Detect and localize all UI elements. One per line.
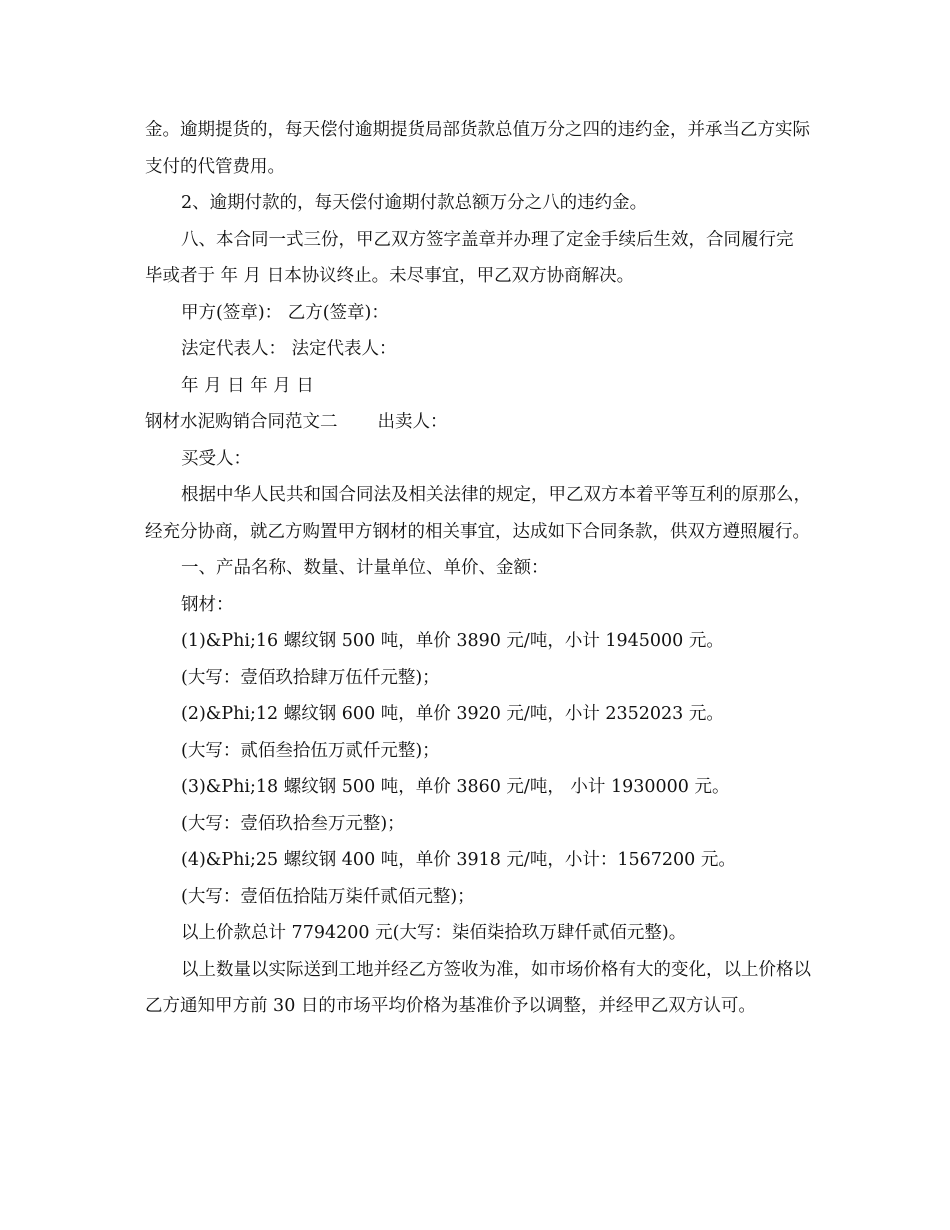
contract-title: 钢材水泥购销合同范文二 <box>145 412 338 432</box>
paragraph-penalty-payment: 2、逾期付款的，每天偿付逾期付款总额万分之八的违约金。 <box>181 193 648 213</box>
product-item-4-amount-words: (大写：壹佰伍拾陆万柒仟贰佰元整)； <box>181 886 475 907</box>
product-item-2-amount-words: (大写：贰佰叁拾伍万贰仟元整)； <box>181 740 440 761</box>
section-product-heading: 一、产品名称、数量、计量单位、单价、金额： <box>181 558 549 578</box>
product-item-3-amount-words: (大写：壹佰玖拾叁万元整)； <box>181 813 405 834</box>
document-body <box>145 112 815 1025</box>
contract-title-line <box>145 404 815 441</box>
seller-label: 出卖人： <box>377 412 448 432</box>
product-item-4: (4)&Phi;25 螺纹钢 400 吨，单价 3918 元/吨，小计：1567200 元。 <box>181 850 736 870</box>
paragraph-preamble: 根据中华人民共和国合同法及相关法律的规定，甲乙双方本着平等互利的原那么，经充分协商，就乙方购置甲方钢材的相关事宜，达成如下合同条款，供双方遵照履行。 <box>145 485 811 542</box>
price-total: 以上价款总计 7794200 元(大写：柒佰柒拾玖万肆仟贰佰元整)。 <box>181 923 687 943</box>
legal-representative-line: 法定代表人： 法定代表人： <box>181 339 397 359</box>
signature-party-line: 甲方(签章)： 乙方(签章)： <box>181 302 389 323</box>
product-category: 钢材： <box>181 594 234 615</box>
paragraph-contract-copies: 八、本合同一式三份，甲乙双方签字盖章并办理了定金手续后生效，合同履行完 毕或者于 年 月 日本协议终止。未尽事宜，甲乙双方协商解决。 <box>145 229 794 286</box>
product-item-1: (1)&Phi;16 螺纹钢 500 吨，单价 3890 元/吨，小计 1945000 元。 <box>181 631 724 651</box>
paragraph-penalty-pickup: 金。逾期提货的，每天偿付逾期提货局部货款总值万分之四的违约金，并承当乙方实际支付的代管费用。 <box>145 120 810 177</box>
buyer-label: 买受人： <box>181 448 251 469</box>
date-line: 年 月 日 年 月 日 <box>181 375 314 396</box>
product-item-1-amount-words: (大写：壹佰玖拾肆万伍仟元整)； <box>181 667 440 688</box>
paragraph-price-adjustment: 以上数量以实际送到工地并经乙方签收为准，如市场价格有大的变化，以上价格以乙方通知甲方前 30 日的市场平均价格为基准价予以调整，并经甲乙双方认可。 <box>145 959 811 1016</box>
product-item-2: (2)&Phi;12 螺纹钢 600 吨，单价 3920 元/吨，小计 2352023 元。 <box>181 704 724 724</box>
product-item-3: (3)&Phi;18 螺纹钢 500 吨，单价 3860 元/吨， 小计 1930000 元。 <box>181 777 730 797</box>
